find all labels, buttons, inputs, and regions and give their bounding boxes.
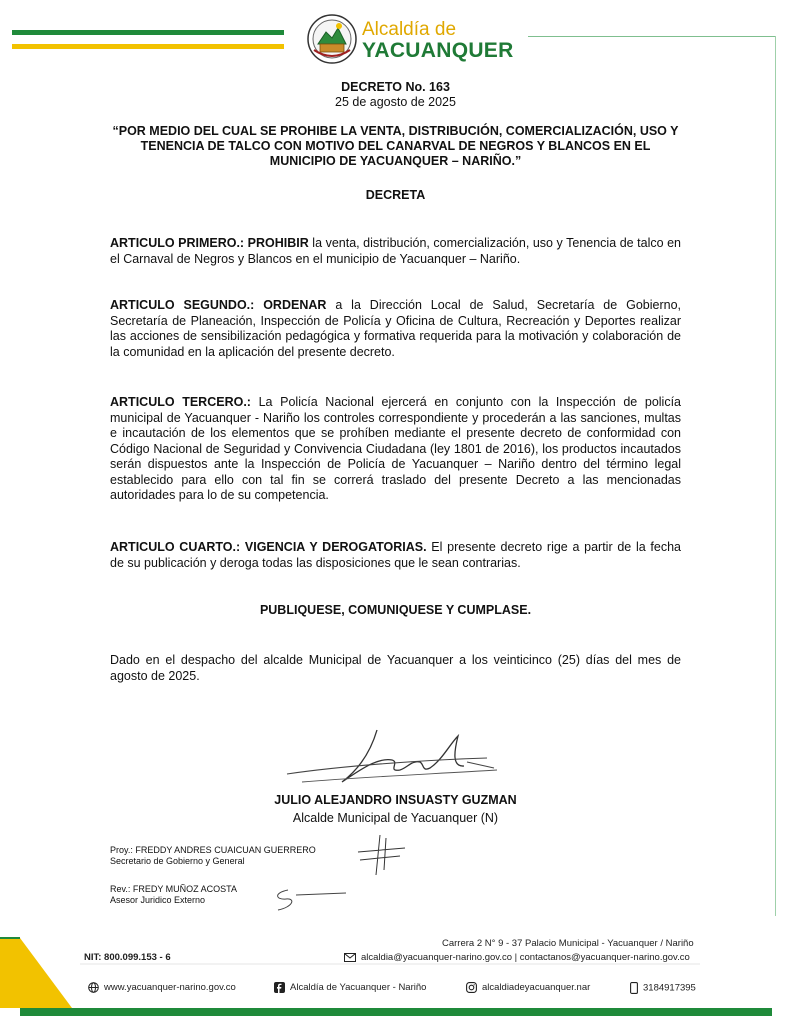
article-tercero (110, 395, 681, 504)
signer-name: JULIO ALEJANDRO INSUASTY GUZMAN (274, 793, 517, 807)
article-text: a la Dirección Local de Salud, Secretaría de Gobierno, Secretaría de Planeación, Inspección de Policía y Oficina de Cultura, Recreación y Deportes realizar las acciones de sensibilización pedagógica y formativa requerida para la motivación y colaboración de la comunidad en la aplicación del presente decreto. (110, 298, 682, 359)
footer-facebook-row (274, 982, 426, 993)
decree-number: DECRETO No. 163 (341, 80, 450, 94)
article-label: ARTICULO TERCERO.: (110, 395, 251, 409)
proyecto-role: Secretario de Gobierno y General (110, 856, 245, 866)
phone-icon (630, 982, 638, 994)
instagram-icon (466, 982, 477, 993)
footer-phone-row (630, 982, 696, 994)
article-label: ARTICULO PRIMERO.: PROHIBIR (110, 236, 309, 250)
header-stripe-green (12, 30, 284, 35)
decree-heading: “POR MEDIO DEL CUAL SE PROHIBE LA VENTA, DISTRIBUCIÓN, COMERCIALIZACIÓN, USO Y TENENCIA DE TALCO CON MOTIVO DEL CANARVAL DE NEGROS Y BLANCOS EN EL MUNICIPIO DE YACUANQUER – NARIÑO.” (112, 124, 679, 168)
article-segundo (110, 298, 681, 360)
footer-instagram[interactable]: alcaldiadeyacuanquer.nar (482, 982, 591, 994)
revision-initials (268, 885, 348, 915)
coat-of-arms-icon (306, 12, 358, 66)
footer-website-row (88, 982, 236, 993)
article-text: La Policía Nacional ejercerá en conjunto con la Inspección de policía municipal de Yacuanquer - Nariño los controles correspondiente y procederán a las sanciones, multas e incautación de los elementos que se prohíben mediante el presente decreto de conformidad con Código Nacional de Seguridad y Convivencia Ciudadana (ley 1801 de 2016), los productos incautados serán dispuestos ante la Inspección de Policía de Yacuanquer – Nariño dentro del término legal establecido para ello con tal fin se correrá traslado del presente Decreto a las mencionadas autoridades para lo de su competencia. (110, 395, 681, 502)
logo-text-yacuanquer: YACUANQUER (362, 39, 514, 62)
footer-phone[interactable]: 3184917395 (643, 982, 696, 994)
publiquese-line: PUBLIQUESE, COMUNIQUESE Y CUMPLASE. (259, 603, 532, 617)
article-cuarto (110, 540, 681, 571)
globe-icon (88, 982, 99, 993)
header-rule (528, 36, 776, 37)
footer-nit: NIT: 800.099.153 - 6 (84, 952, 171, 963)
proyecto-initials (350, 830, 410, 880)
page-border-right (775, 36, 776, 916)
proyecto-name: Proy.: FREDDY ANDRES CUAICUAN GUERRERO (110, 845, 316, 855)
footer-emails[interactable]: alcaldia@yacuanquer-narino.gov.co | contactanos@yacuanquer-narino.gov.co (361, 952, 690, 963)
signature-mark (282, 722, 512, 792)
facebook-icon (274, 982, 285, 993)
footer-facebook[interactable]: Alcaldía de Yacuanquer - Nariño (290, 982, 427, 994)
decreta-heading: DECRETA (365, 188, 426, 202)
header-stripe-yellow (12, 44, 284, 49)
footer-instagram-row (466, 982, 590, 993)
email-icon (344, 953, 356, 962)
revision-role: Asesor Juridico Externo (110, 895, 206, 905)
logo-text-alcaldia: Alcaldía de (362, 19, 457, 40)
article-primero (110, 236, 681, 267)
footer-website[interactable]: www.yacuanquer-narino.gov.co (104, 982, 236, 994)
footer-address: Carrera 2 N° 9 - 37 Palacio Municipal - Yacuanquer / Nariño (442, 938, 694, 949)
article-text: la venta, distribución, comercialización, uso y Tenencia de talco en el Carnaval de Negros y Blancos en el municipio de Yacuanquer – Nariño. (110, 236, 681, 266)
revision-block (110, 884, 237, 906)
municipal-logo (306, 12, 514, 68)
article-label: ARTICULO CUARTO.: VIGENCIA Y DEROGATORIAS. (110, 540, 427, 554)
revision-name: Rev.: FREDY MUÑOZ ACOSTA (110, 884, 238, 894)
article-label: ARTICULO SEGUNDO.: ORDENAR (110, 298, 327, 312)
decree-date: 25 de agosto de 2025 (335, 95, 456, 109)
article-text: El presente decreto rige a partir de la fecha de su publicación y deroga todas las disposiciones que le sean contrarias. (110, 540, 681, 570)
dado-paragraph: Dado en el despacho del alcalde Municipal de Yacuanquer a los veinticinco (25) días del mes de agosto de 2025. (110, 653, 681, 683)
signer-role: Alcalde Municipal de Yacuanquer (N) (292, 811, 499, 825)
footer-email-row (344, 952, 690, 963)
proyecto-block (110, 845, 316, 867)
